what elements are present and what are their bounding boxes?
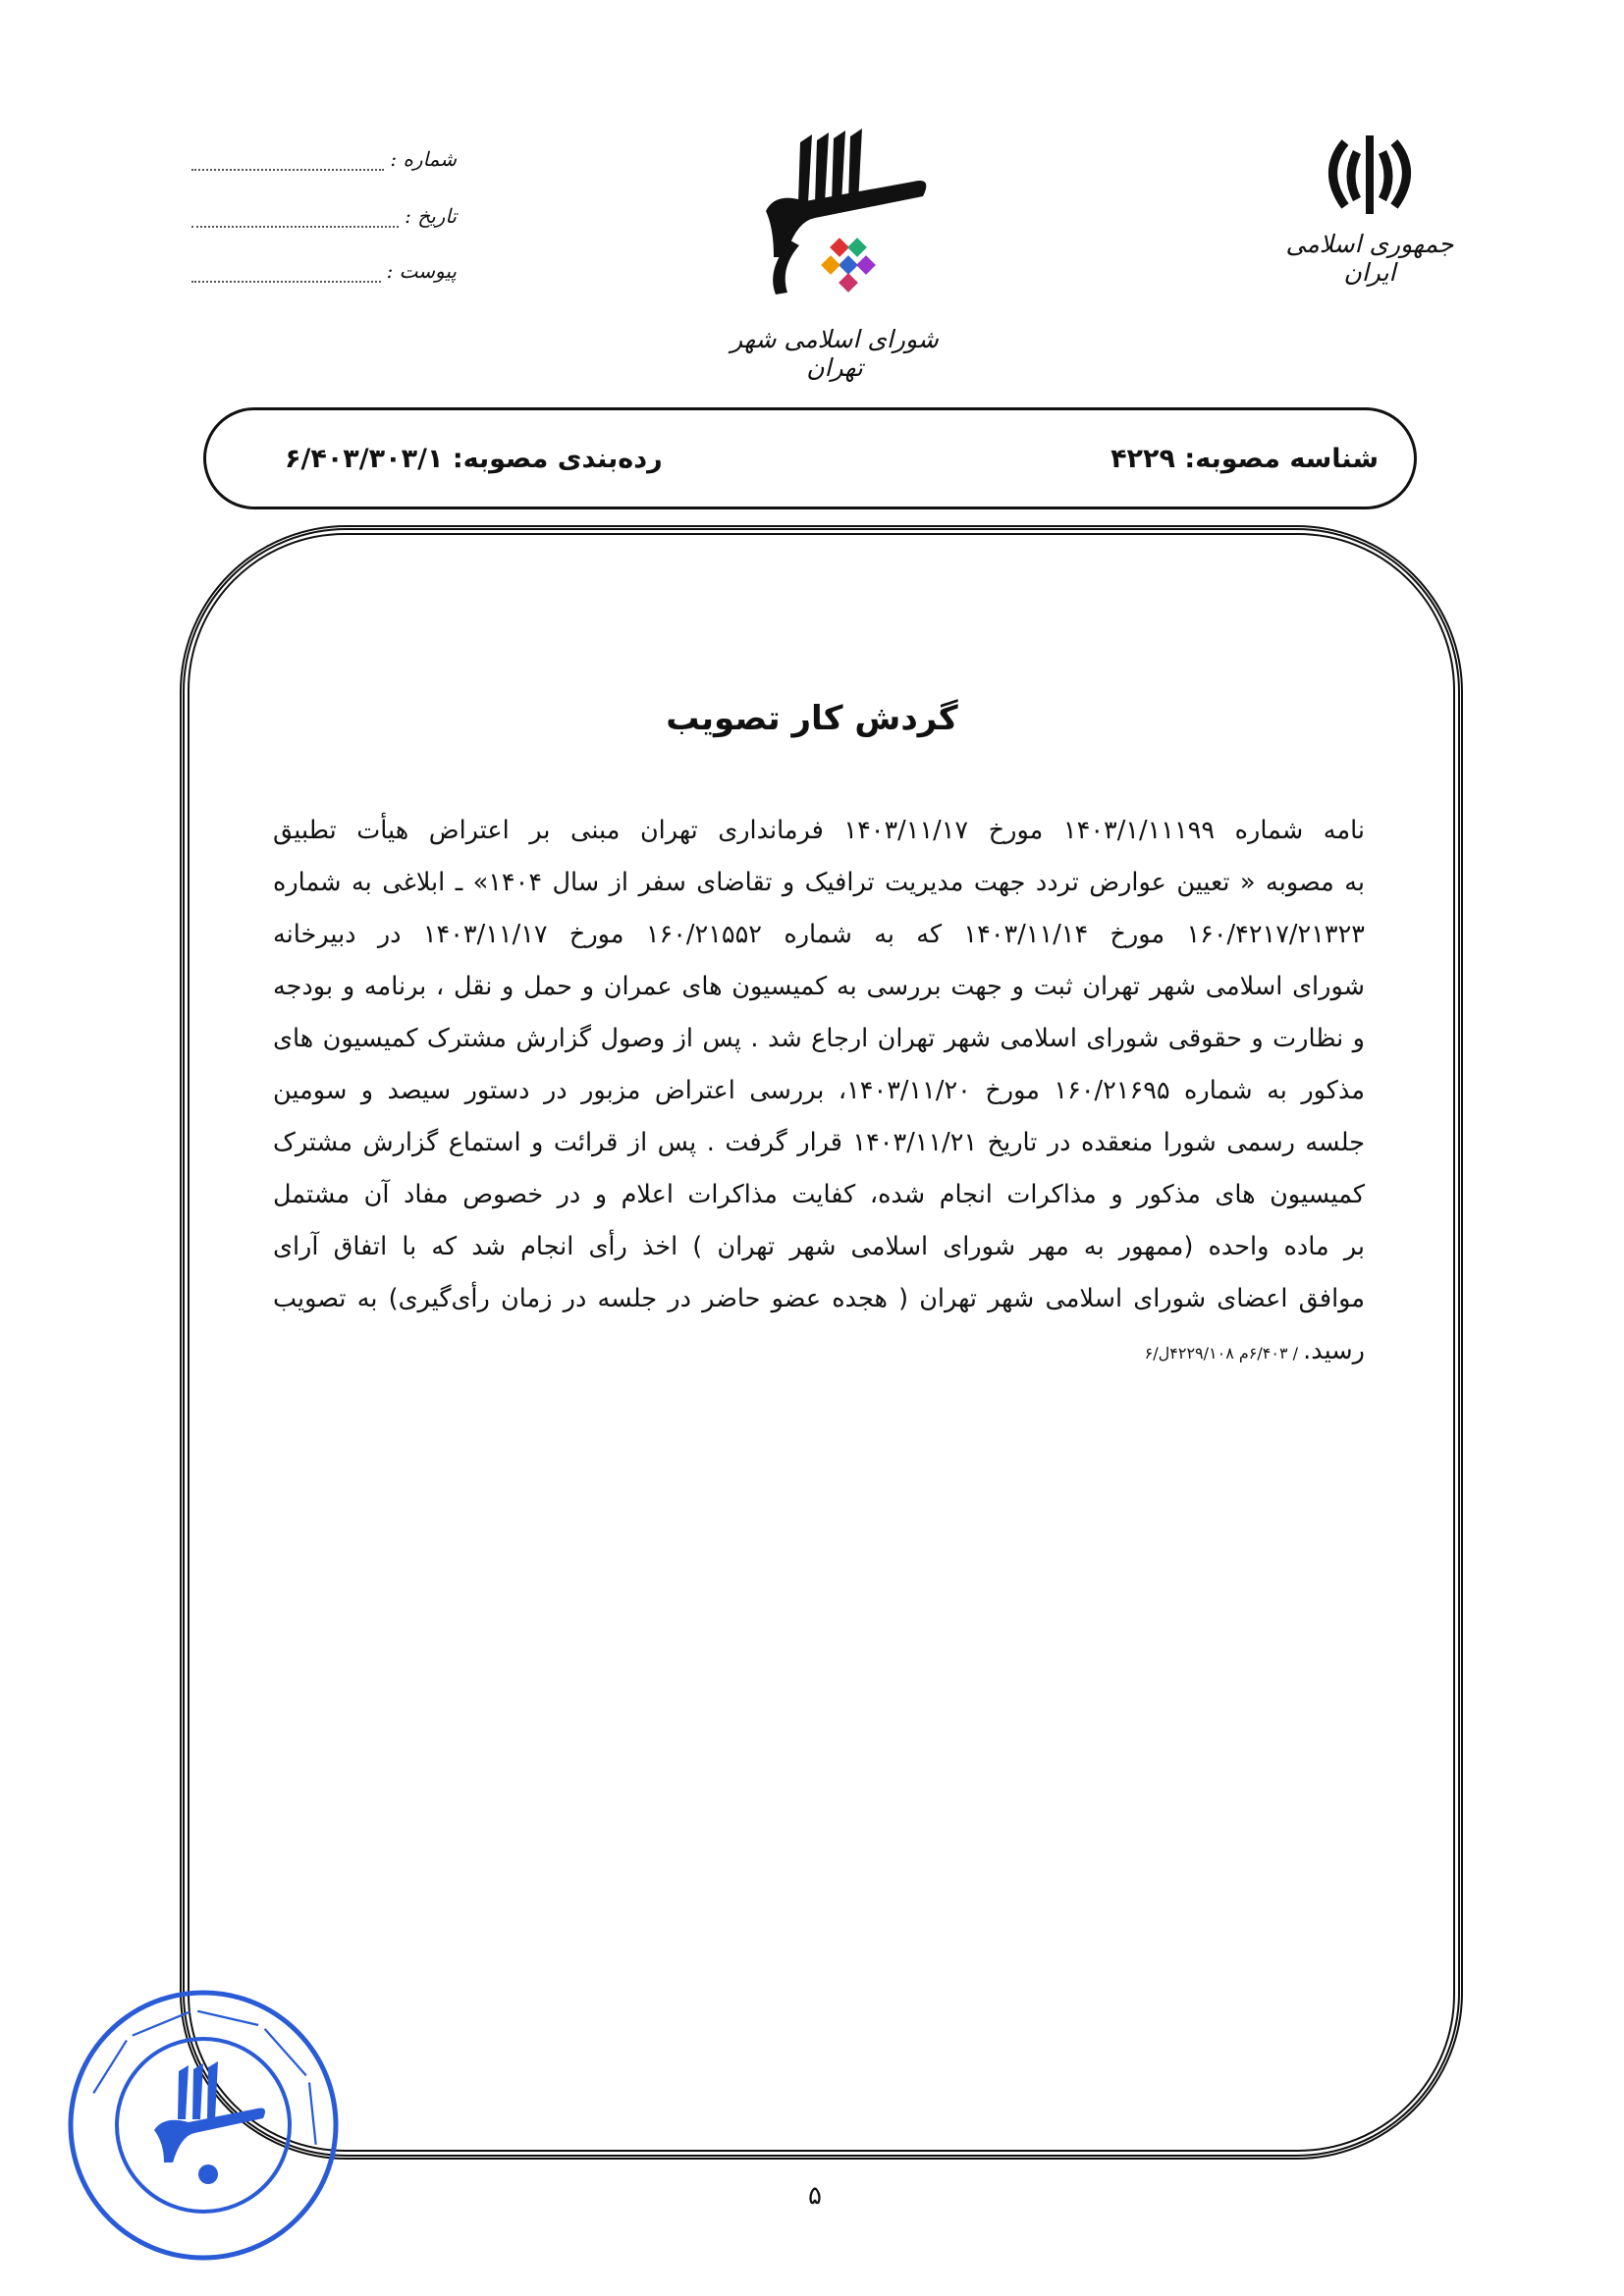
- stamp-seal-icon: [61, 1983, 346, 2268]
- body-line: مذکور به شماره ۱۶۰/۲۱۶۹۵ مورخ ۱۴۰۳/۱۱/۲۰، بررسی اعتراض مزبور در دستور سیصد و سومین: [273, 1076, 1365, 1105]
- body-line: کمیسیون های مذکور و مذاکرات انجام شده، کفایت مذاکرات اعلام و در خصوص مفاد آن مشتمل: [273, 1180, 1365, 1209]
- body-last-line: [273, 1325, 1365, 1379]
- number-field: [191, 147, 457, 171]
- date-label: تاریخ :: [405, 204, 457, 228]
- document-title: گردش کار تصویب: [666, 699, 958, 738]
- body-line: ۱۶۰/۴۲۱۷/۲۱۳۲۳ مورخ ۱۴۰۳/۱۱/۱۴ که به شماره ۱۶۰/۲۱۵۵۲ مورخ ۱۴۰۳/۱۱/۱۷ در دبیرخانه: [273, 920, 1365, 949]
- body-line: و نظارت و حقوقی شورای اسلامی شهر تهران ارجاع شد . پس از وصول گزارش مشترک کمیسیون های: [273, 1024, 1365, 1053]
- state-emblem: [1267, 128, 1473, 294]
- reference-code: / ۶/۴۰۳م ۴۲۲۹/۱۰۸ل/۶: [1144, 1344, 1304, 1362]
- date-blank: [191, 225, 399, 228]
- attachment-blank: [191, 280, 381, 283]
- date-field: [191, 204, 457, 228]
- council-logo-icon: [707, 123, 962, 319]
- body-line: نامه شماره ۱۴۰۳/۱/۱۱۱۹۹ مورخ ۱۴۰۳/۱۱/۱۷ فرمانداری تهران مبنی بر اعتراض هیأت تطبیق: [273, 816, 1365, 845]
- page-number: ۵: [808, 2181, 822, 2211]
- council-logo: [707, 123, 962, 382]
- number-label: شماره :: [390, 147, 457, 171]
- body-line: به مصوبه « تعیین عوارض تردد جهت مدیریت ترافیک و تقاضای سفر از سال ۱۴۰۴» ـ ابلاغی به شماره: [273, 868, 1365, 897]
- body-closing-word: رسید.: [1303, 1336, 1365, 1365]
- resolution-classification: رده‌بندی مصوبه: ۶/۴۰۳/۳۰۳/۱: [285, 443, 663, 474]
- iran-emblem-icon: [1316, 128, 1424, 226]
- resolution-id: شناسه مصوبه: ۴۲۲۹: [1110, 443, 1379, 474]
- body-line: جلسه رسمی شورا منعقده در تاریخ ۱۴۰۳/۱۱/۲۱ قرار گرفت . پس از قرائت و استماع گزارش مشترک: [273, 1128, 1365, 1157]
- resolution-id-box: [203, 407, 1417, 509]
- body-line: شورای اسلامی شهر تهران ثبت و جهت بررسی به کمیسیون های عمران و حمل و نقل ، برنامه و بودجه: [273, 972, 1365, 1001]
- body-line: موافق اعضای شورای اسلامی شهر تهران ( هجده عضو حاضر در جلسه در زمان رأی‌گیری) به تصویب: [273, 1284, 1365, 1313]
- number-blank: [191, 168, 384, 171]
- attachment-label: پیوست :: [386, 259, 457, 283]
- body-line: بر ماده واحده (ممهور به مهر شورای اسلامی شهر تهران ) اخذ رأی انجام شد که با اتفاق آرای: [273, 1232, 1365, 1261]
- svg-text:⸻⸻⸻⸻⸻: ⸻⸻⸻⸻⸻: [80, 1995, 332, 2147]
- council-logo-caption: شورای اسلامی شهر تهران: [731, 325, 939, 382]
- attachment-field: [191, 259, 457, 283]
- document-body: [273, 805, 1365, 1379]
- council-stamp: [61, 1983, 346, 2268]
- state-emblem-caption: جمهوری اسلامی ایران: [1285, 230, 1454, 287]
